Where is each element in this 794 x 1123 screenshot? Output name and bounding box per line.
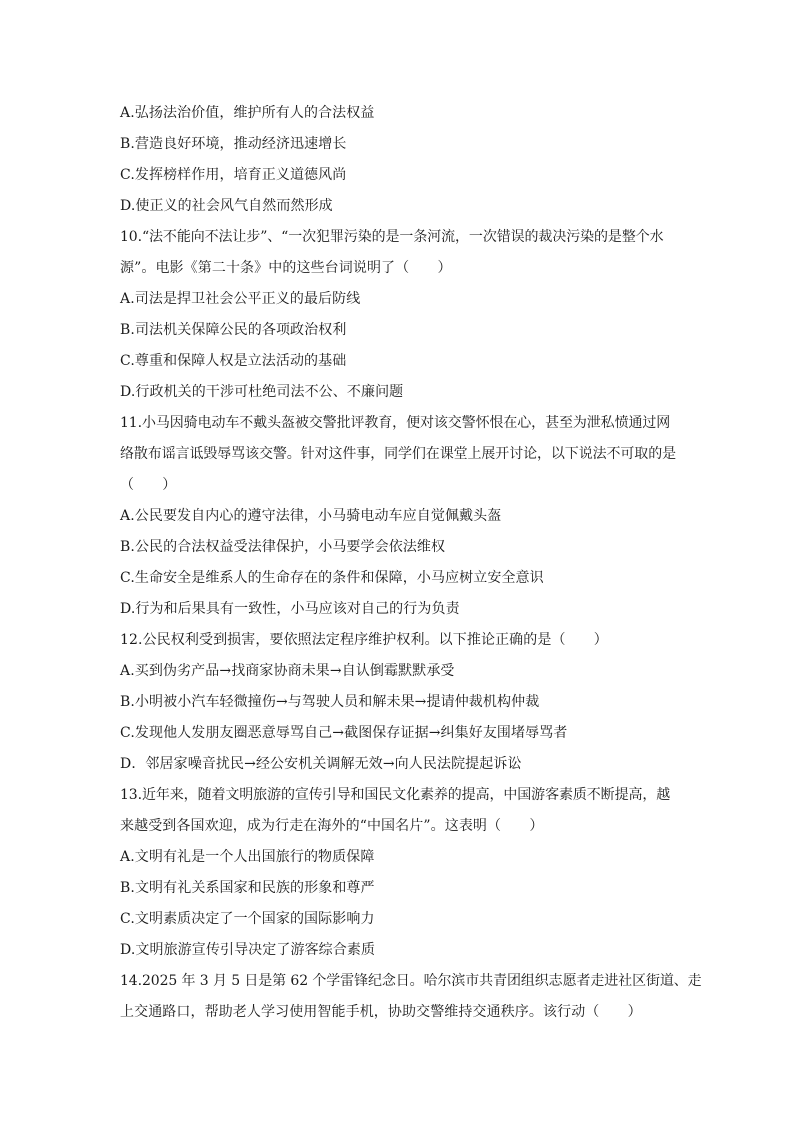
option-line: B.公民的合法权益受法律保护，小马要学会依法维权: [120, 539, 446, 555]
question-11-stem-line: 11.小马因骑电动车不戴头盔被交警批评教育，便对该交警怀恨在心，甚至为泄私愤通过网: [120, 415, 671, 431]
question-10-stem-line: 10.“法不能向不法让步”、“一次犯罪污染的是一条河流，一次错误的裁决污染的是整个水: [120, 229, 664, 245]
question-12-stem-line: 12.公民权利受到损害，要依照法定程序维护权利。以下推论正确的是（ ）: [120, 632, 608, 648]
option-line: A.买到伪劣产品→找商家协商未果→自认倒霉默默承受: [120, 663, 455, 679]
option-line: A.司法是捍卫社会公平正义的最后防线: [120, 291, 361, 307]
option-line: C.尊重和保障人权是立法活动的基础: [120, 353, 347, 369]
question-11-stem-line: （ ）: [120, 477, 177, 493]
question-10-stem-line: 源”。电影《第二十条》中的这些台词说明了（ ）: [120, 260, 452, 276]
option-line: B.营造良好环境，推动经济迅速增长: [120, 136, 347, 152]
question-text-block: [120, 98, 702, 1028]
option-line: D.行政机关的干涉可杜绝司法不公、不廉问题: [120, 384, 404, 400]
option-line: C.生命安全是维系人的生命存在的条件和保障，小马应树立安全意识: [120, 570, 544, 586]
option-line: B.文明有礼关系国家和民族的形象和尊严: [120, 880, 375, 896]
question-14-stem-line: 14.2025 年 3 月 5 日是第 62 个学雷锋纪念日。哈尔滨市共青团组织志愿者走进社区街道、走: [120, 973, 702, 989]
option-line: D.使正义的社会风气自然而然形成: [120, 198, 333, 214]
question-14-stem-line: 上交通路口，帮助老人学习使用智能手机，协助交警维持交通秩序。该行动（ ）: [120, 1004, 642, 1020]
option-line: D.行为和后果具有一致性，小马应该对自己的行为负责: [120, 601, 460, 617]
option-line: C.文明素质决定了一个国家的国际影响力: [120, 911, 375, 927]
question-13-stem-line: 来越受到各国欢迎，成为行走在海外的“中国名片”。这表明（ ）: [120, 818, 544, 834]
option-line: A.弘扬法治价值，维护所有人的合法权益: [120, 105, 375, 121]
option-line: D.文明旅游宣传引导决定了游客综合素质: [120, 942, 376, 958]
option-line: B.司法机关保障公民的各项政治权利: [120, 322, 347, 338]
option-line: A.文明有礼是一个人出国旅行的物质保障: [120, 849, 375, 865]
question-13-stem-line: 13.近年来，随着文明旅游的宣传引导和国民文化素养的提高，中国游客素质不断提高，越: [120, 787, 671, 803]
option-line: C.发现他人发朋友圈恶意辱骂自己→截图保存证据→纠集好友围堵辱骂者: [120, 725, 568, 741]
option-line: C.发挥榜样作用，培育正义道德风尚: [120, 167, 347, 183]
question-11-stem-line: 络散布谣言诋毁辱骂该交警。针对这件事，同学们在课堂上展开讨论，以下说法不可取的是: [120, 446, 676, 462]
option-line: A.公民要发自内心的遵守法律，小马骑电动车应自觉佩戴头盔: [120, 508, 502, 524]
option-line: B.小明被小汽车轻微撞伤→与驾驶人员和解未果→提请仲裁机构仲裁: [120, 694, 540, 710]
option-line: D．邻居家噪音扰民→经公安机关调解无效→向人民法院提起诉讼: [120, 756, 522, 772]
